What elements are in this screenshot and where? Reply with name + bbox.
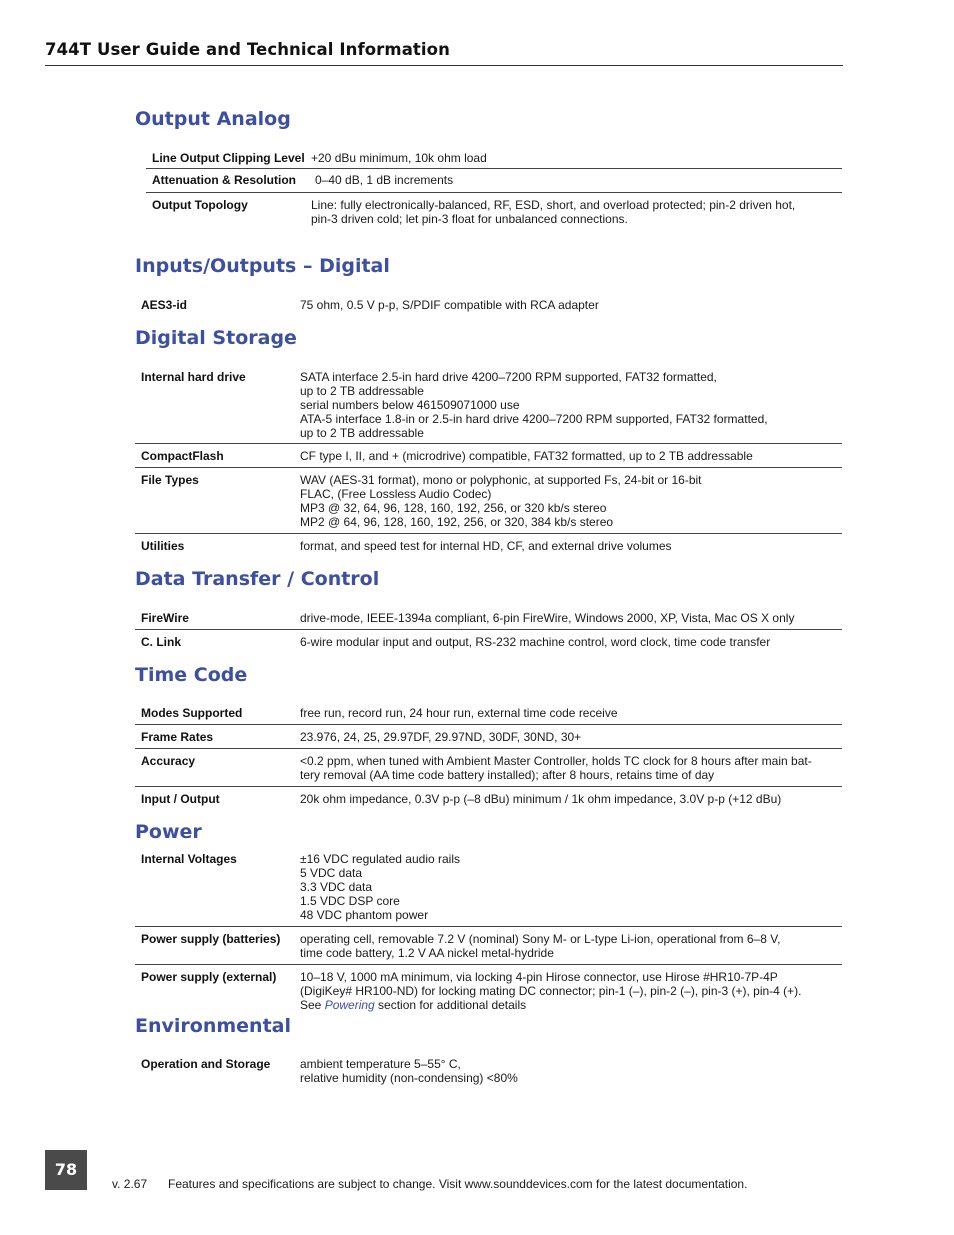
page-number-box [45, 1150, 87, 1190]
spec-label: Utilities [141, 539, 185, 553]
section-heading-time-code: Time Code [135, 664, 248, 686]
spec-value: free run, record run, 24 hour run, external time code receive [294, 706, 842, 725]
powering-link[interactable]: Powering [324, 998, 375, 1012]
section-heading-environmental: Environmental [135, 1015, 291, 1037]
header-divider [45, 65, 843, 66]
spec-table-data-transfer [135, 611, 842, 649]
spec-value: Line: fully electronically-balanced, RF, ESD, short, and overload protected; pin-2 driven hot, pin-3 driven cold; let pin-3 float for unbalanced connections. [311, 198, 796, 226]
spec-label: Modes Supported [135, 706, 294, 725]
spec-value-text: 10–18 V, 1000 mA minimum, via locking 4-pin Hirose connector, use Hirose #HR10-7P-4P (DigiKey# HR100-ND) for locking mating DC connector; pin-1 (–), pin-2 (–), pin-3 (+), pin-4 (+). See [300, 970, 802, 1012]
spec-value: format, and speed test for internal HD, CF, and external drive volumes [300, 539, 672, 553]
spec-value: <0.2 ppm, when tuned with Ambient Master Controller, holds TC clock for 8 hours after main bat- tery removal (AA time code battery installed); after 8 hours, retains time of day [294, 749, 842, 787]
spec-label: Input / Output [141, 792, 220, 806]
spec-label: Accuracy [135, 749, 294, 787]
spec-value: CF type I, II, and + (microdrive) compatible, FAT32 formatted, up to 2 TB addressable [294, 444, 842, 468]
spec-value: operating cell, removable 7.2 V (nominal) Sony M- or L-type Li-ion, operational from 6–8 V, time code battery, 1.2 V AA nickel metal-hydride [294, 927, 842, 965]
spec-label: Frame Rates [135, 725, 294, 749]
spec-value: 23.976, 24, 25, 29.97DF, 29.97ND, 30DF, 30ND, 30+ [294, 725, 842, 749]
spec-row [135, 444, 842, 468]
spec-row [135, 706, 842, 725]
spec-value [294, 965, 842, 1013]
spec-value: 75 ohm, 0.5 V p-p, S/PDIF compatible with RCA adapter [300, 298, 599, 312]
spec-row [146, 193, 842, 227]
spec-label: File Types [135, 468, 294, 534]
footer-note: Features and specifications are subject to change. Visit www.sounddevices.com for the latest documentation. [168, 1177, 748, 1191]
spec-table-environmental [135, 1057, 842, 1085]
page-number: 78 [54, 1160, 78, 1179]
spec-table-power [135, 852, 842, 1012]
document-title: 744T User Guide and Technical Information [45, 40, 450, 59]
spec-value: drive-mode, IEEE-1394a compliant, 6-pin FireWire, Windows 2000, XP, Vista, Mac OS X only [294, 611, 842, 630]
page-footer [112, 1177, 747, 1191]
spec-value: 0–40 dB, 1 dB increments [306, 169, 842, 193]
section-heading-data-transfer: Data Transfer / Control [135, 568, 380, 590]
spec-label: Attenuation & Resolution [146, 169, 306, 193]
spec-row [146, 169, 842, 193]
spec-label: Power supply (external) [141, 970, 277, 984]
spec-row [135, 630, 842, 650]
spec-table-time-code [135, 706, 842, 806]
spec-table-io-digital [135, 298, 842, 312]
spec-row [135, 749, 842, 787]
spec-table-digital-storage [135, 370, 842, 553]
spec-row [135, 852, 842, 927]
spec-label: CompactFlash [135, 444, 294, 468]
spec-label: Line Output Clipping Level [146, 151, 306, 169]
spec-label: C. Link [141, 635, 182, 649]
spec-value: 20k ohm impedance, 0.3V p-p (–8 dBu) minimum / 1k ohm impedance, 3.0V p-p (+12 dBu) [300, 792, 782, 806]
spec-row [135, 787, 842, 807]
spec-label: AES3-id [141, 298, 188, 312]
section-heading-io-digital: Inputs/Outputs – Digital [135, 255, 390, 277]
spec-row [135, 927, 842, 965]
spec-row [135, 725, 842, 749]
version-label: v. 2.67 [112, 1177, 148, 1191]
spec-row [135, 965, 842, 1013]
section-heading-output-analog: Output Analog [135, 108, 291, 130]
spec-row [135, 534, 842, 554]
spec-value: 6-wire modular input and output, RS-232 machine control, word clock, time code transfer [300, 635, 771, 649]
spec-value: ±16 VDC regulated audio rails 5 VDC data 3.3 VDC data 1.5 VDC DSP core 48 VDC phantom power [294, 852, 842, 927]
section-heading-power: Power [135, 821, 202, 843]
spec-label: Internal Voltages [135, 852, 294, 927]
spec-value-text: section for additional details [374, 998, 527, 1012]
spec-row [135, 298, 842, 312]
spec-table-output-analog [146, 151, 842, 226]
spec-row [135, 468, 842, 534]
spec-label: Power supply (batteries) [135, 927, 294, 965]
section-heading-digital-storage: Digital Storage [135, 327, 297, 349]
spec-value: ambient temperature 5–55° C, relative humidity (non-condensing) <80% [300, 1057, 518, 1085]
spec-row [146, 151, 842, 169]
spec-value: +20 dBu minimum, 10k ohm load [306, 151, 842, 169]
spec-label: Internal hard drive [135, 370, 294, 444]
spec-row [135, 370, 842, 444]
spec-row [135, 1057, 842, 1085]
spec-row [135, 611, 842, 630]
spec-label: Output Topology [152, 198, 248, 212]
spec-value: SATA interface 2.5-in hard drive 4200–7200 RPM supported, FAT32 formatted, up to 2 TB addressable serial numbers below 461509071000 use ATA-5 interface 1.8-in or 2.5-in hard drive 4200–7200 RPM supported, FAT32 formatted, up to 2 TB addressable [294, 370, 842, 444]
spec-value: WAV (AES-31 format), mono or polyphonic, at supported Fs, 24-bit or 16-bit FLAC, (Free Lossless Audio Codec) MP3 @ 32, 64, 96, 128, 160, 192, 256, or 320 kb/s stereo MP2 @ 64, 96, 128, 160, 192, 256, or 320, 384 kb/s stereo [294, 468, 842, 534]
spec-label: Operation and Storage [141, 1057, 271, 1071]
spec-label: FireWire [135, 611, 294, 630]
